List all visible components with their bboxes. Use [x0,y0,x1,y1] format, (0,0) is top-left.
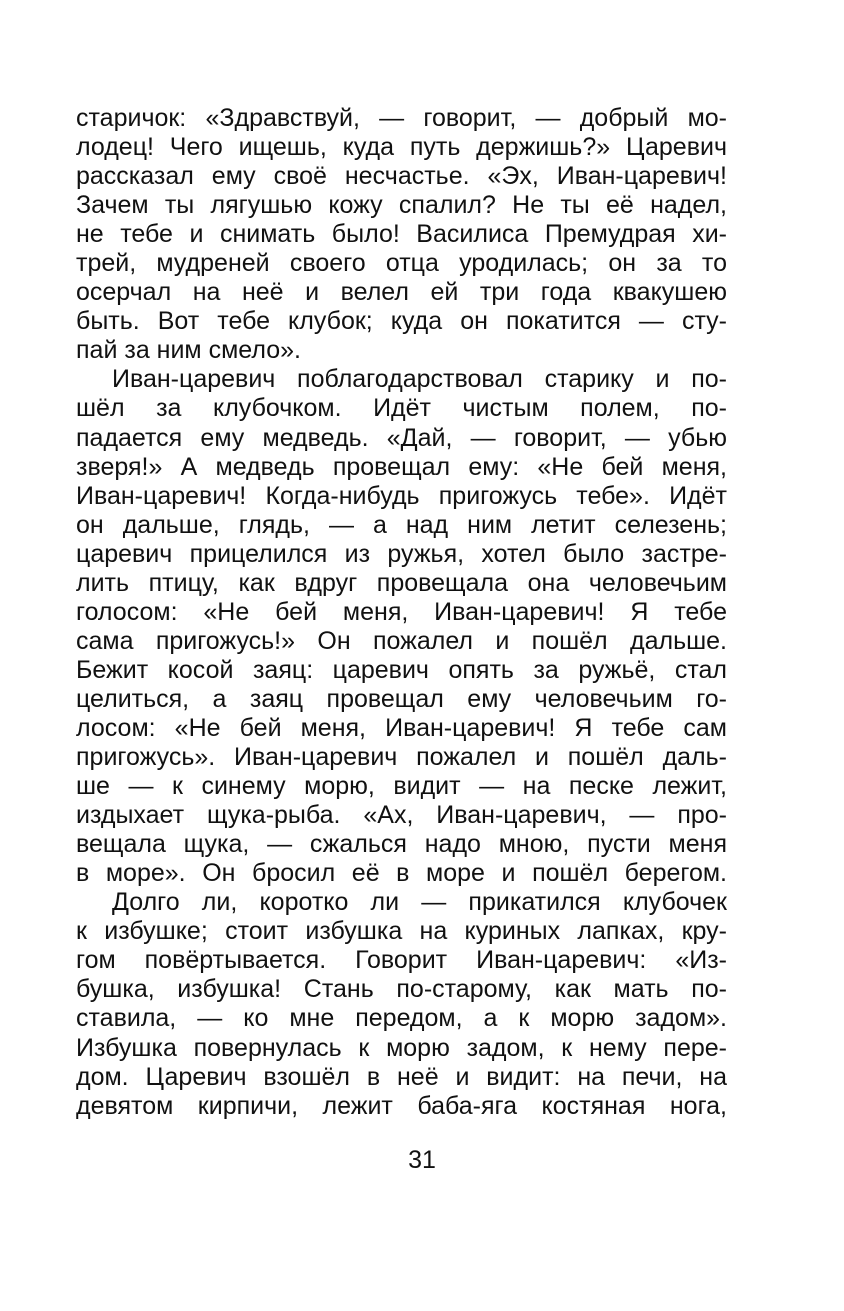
text-line: ше — к синему морю, видит — на песке лежит, [76,772,727,801]
text-line: падается ему медведь. «Дай, — говорит, — убью [76,423,727,452]
text-line: Бежит косой заяц: царевич опять за ружьё, стал [76,655,727,684]
text-line: лить птицу, как вдруг провещала она человечьим [76,568,727,597]
text-line: сама пригожусь!» Он пожалел и пошёл дальше. [76,626,727,655]
text-line: вещала щука, — сжалься надо мною, пусти меня [76,830,727,859]
text-line: ставила, — ко мне передом, а к морю задом». [76,1004,727,1033]
text-line: царевич прицелился из ружья, хотел было застре- [76,539,727,568]
text-line: Иван-царевич! Когда-нибудь пригожусь тебе». Идёт [76,481,727,510]
text-line: трей, мудреней своего отца уродилась; он за то [76,249,727,278]
text-line: быть. Вот тебе клубок; куда он покатится — сту- [76,307,727,336]
text-line: издыхает щука-рыба. «Ах, Иван-царевич, — про- [76,801,727,830]
text-line: Зачем ты лягушью кожу спалил? Не ты её надел, [76,191,727,220]
text-line: дом. Царевич взошёл в неё и видит: на печи, на [76,1062,727,1091]
text-line: голосом: «Не бей меня, Иван-царевич! Я тебе [76,597,727,626]
text-line: Избушка повернулась к морю задом, к нему пере- [76,1033,727,1062]
text-line: зверя!» А медведь провещал ему: «Не бей меня, [76,452,727,481]
text-line: гом повёртывается. Говорит Иван-царевич: «Из- [76,946,727,975]
text-line: не тебе и снимать было! Василиса Премудрая хи- [76,220,727,249]
text-line: старичок: «Здравствуй, — говорит, — добрый мо- [76,104,727,132]
text-line: осерчал на неё и велел ей три года квакушею [76,278,727,307]
text-line: рассказал ему своё несчастье. «Эх, Иван-царевич! [76,162,727,191]
text-line: Иван-царевич поблагодарствовал старику и по- [112,365,727,394]
text-line: к избушке; стоит избушка на куриных лапках, кру- [76,917,727,946]
text-line: он дальше, глядь, — а над ним летит селезень; [76,510,727,539]
text-line: лосом: «Не бей меня, Иван-царевич! Я тебе сам [76,713,727,742]
text-line: бушка, избушка! Стань по-старому, как мать по- [76,975,727,1004]
page-number: 31 [408,1146,436,1174]
text-line: Долго ли, коротко ли — прикатился клубочек [112,888,727,917]
text-line: лодец! Чего ищешь, куда путь держишь?» Царевич [76,133,727,162]
text-line: целиться, а заяц провещал ему человечьим го- [76,684,727,713]
text-line: пай за ним смело». [76,336,301,365]
text-line: пригожусь». Иван-царевич пожалел и пошёл даль- [76,743,727,772]
text-line: девятом кирпичи, лежит баба-яга костяная нога, [76,1091,727,1120]
page-text [76,104,727,1121]
text-line: шёл за клубочком. Идёт чистым полем, по- [76,394,727,423]
text-line: в море». Он бросил её в море и пошёл берегом. [76,859,727,888]
